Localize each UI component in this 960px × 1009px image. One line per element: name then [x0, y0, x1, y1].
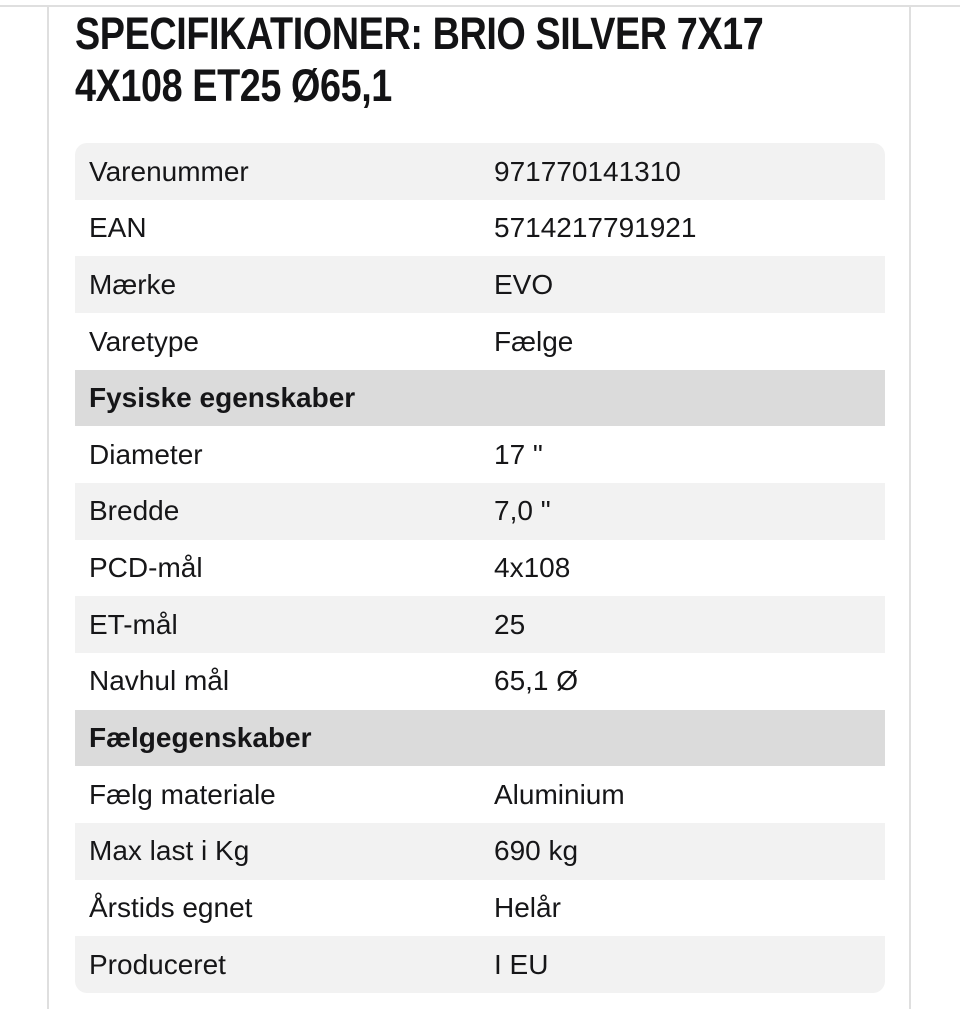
spec-label: Produceret	[89, 948, 226, 980]
spec-label: Varetype	[89, 325, 199, 357]
spec-value: 5714217791921	[494, 212, 697, 244]
spec-value: Aluminium	[494, 778, 625, 810]
spec-label: ET-mål	[89, 608, 178, 640]
spec-value: 17 "	[494, 438, 543, 470]
spec-row	[75, 596, 885, 653]
spec-row	[75, 426, 885, 483]
spec-row	[75, 143, 885, 200]
spec-value: 65,1 Ø	[494, 665, 579, 697]
left-frame-line	[47, 6, 49, 1009]
spec-value: 4x108	[494, 552, 571, 584]
spec-value: Fælge	[494, 325, 574, 357]
spec-row	[75, 766, 885, 823]
spec-row	[75, 313, 885, 370]
spec-section-header	[75, 710, 885, 767]
content-column	[50, 0, 910, 1009]
spec-row	[75, 200, 885, 257]
spec-row	[75, 880, 885, 937]
spec-label: Max last i Kg	[89, 835, 250, 867]
spec-row	[75, 823, 885, 880]
page-title	[75, 8, 763, 112]
spec-row	[75, 483, 885, 540]
spec-row	[75, 540, 885, 597]
page-title-line-2: 4X108 ET25 Ø65,1	[75, 60, 392, 111]
spec-value: EVO	[494, 268, 554, 300]
spec-label: Varenummer	[89, 155, 249, 187]
spec-section-title: Fysiske egenskaber	[89, 382, 356, 414]
page-title-line-1: SPECIFIKATIONER: BRIO SILVER 7X17	[75, 8, 764, 59]
spec-value: 7,0 "	[494, 495, 551, 527]
spec-label: Mærke	[89, 268, 177, 300]
spec-label: EAN	[89, 212, 147, 244]
spec-row	[75, 936, 885, 993]
spec-label: Fælg materiale	[89, 778, 276, 810]
spec-value: 971770141310	[494, 155, 681, 187]
spec-label: Diameter	[89, 438, 203, 470]
spec-row	[75, 256, 885, 313]
spec-section-header	[75, 370, 885, 427]
spec-section-title: Fælgegenskaber	[89, 722, 312, 754]
spec-label: PCD-mål	[89, 552, 203, 584]
spec-row	[75, 653, 885, 710]
spec-label: Navhul mål	[89, 665, 230, 697]
spec-value: 25	[494, 608, 526, 640]
specifications-table	[75, 143, 885, 993]
spec-label: Årstids egnet	[89, 892, 253, 924]
spec-value: I EU	[494, 948, 549, 980]
spec-value: Helår	[494, 892, 561, 924]
spec-label: Bredde	[89, 495, 180, 527]
spec-value: 690 kg	[494, 835, 579, 867]
